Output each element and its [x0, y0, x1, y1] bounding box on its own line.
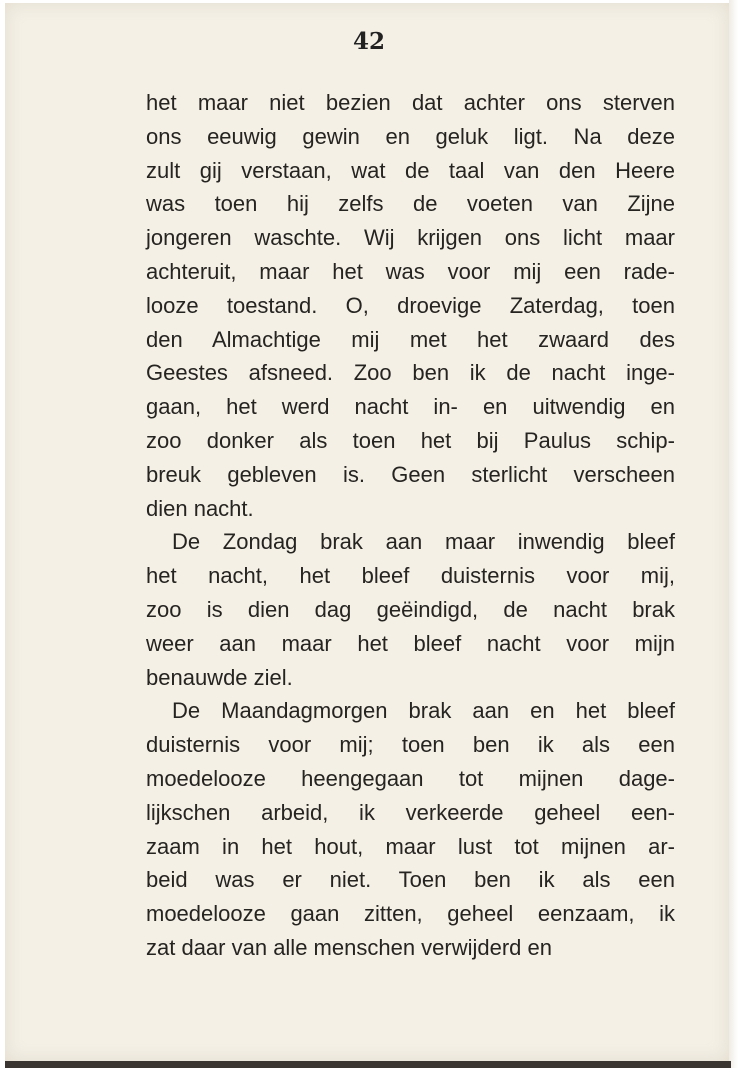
page-edge: [729, 0, 738, 1068]
text-line: zoo donker als toen het bij Paulus schip-: [146, 427, 675, 453]
text-line: lijkschen arbeid, ik verkeerde geheel een-: [146, 799, 675, 825]
text-line: zoo is dien dag geëindigd, de nacht brak: [146, 596, 675, 622]
paragraph: [146, 694, 675, 964]
text-line: het nacht, het bleef duisternis voor mij,: [146, 563, 675, 589]
text-line: moedelooze heengegaan tot mijnen dage-: [146, 765, 675, 791]
text-line: den Almachtige mij met het zwaard des: [146, 326, 675, 352]
paragraph: [146, 525, 675, 694]
text-line: benauwde ziel.: [146, 664, 293, 690]
text-line: was toen hij zelfs de voeten van Zijne: [146, 191, 675, 217]
text-line: dien nacht.: [146, 495, 254, 521]
text-line: breuk gebleven is. Geen sterlicht verscheen: [146, 461, 675, 487]
text-line: Geestes afsneed. Zoo ben ik de nacht inge-: [146, 360, 675, 386]
text-line: zat daar van alle menschen verwijderd en: [146, 934, 553, 960]
text-line: gaan, het werd nacht in- en uitwendig en: [146, 394, 675, 420]
text-line: duisternis voor mij; toen ben ik als een: [146, 732, 675, 758]
scan-border: [5, 1061, 731, 1068]
paragraph: [146, 86, 675, 525]
text-line: zult gij verstaan, wat de taal van den Heere: [146, 157, 675, 183]
text-line: ons eeuwig gewin en geluk ligt. Na deze: [146, 123, 675, 149]
page-number: 42: [352, 28, 385, 55]
body-text: [146, 86, 675, 965]
text-line: jongeren waschte. Wij krijgen ons licht maar: [146, 225, 675, 251]
text-line: moedelooze gaan zitten, geheel eenzaam, ik: [146, 901, 675, 927]
text-line: beid was er niet. Toen ben ik als een: [146, 867, 675, 893]
text-line: De Maandagmorgen brak aan en het bleef: [172, 698, 675, 724]
text-line: achteruit, maar het was voor mij een rade-: [146, 258, 675, 284]
text-line: De Zondag brak aan maar inwendig bleef: [172, 529, 675, 555]
text-line: het maar niet bezien dat achter ons sterven: [146, 90, 675, 115]
text-line: zaam in het hout, maar lust tot mijnen ar-: [146, 833, 675, 859]
text-line: weer aan maar het bleef nacht voor mijn: [146, 630, 675, 656]
text-line: looze toestand. O, droevige Zaterdag, toen: [146, 292, 675, 318]
